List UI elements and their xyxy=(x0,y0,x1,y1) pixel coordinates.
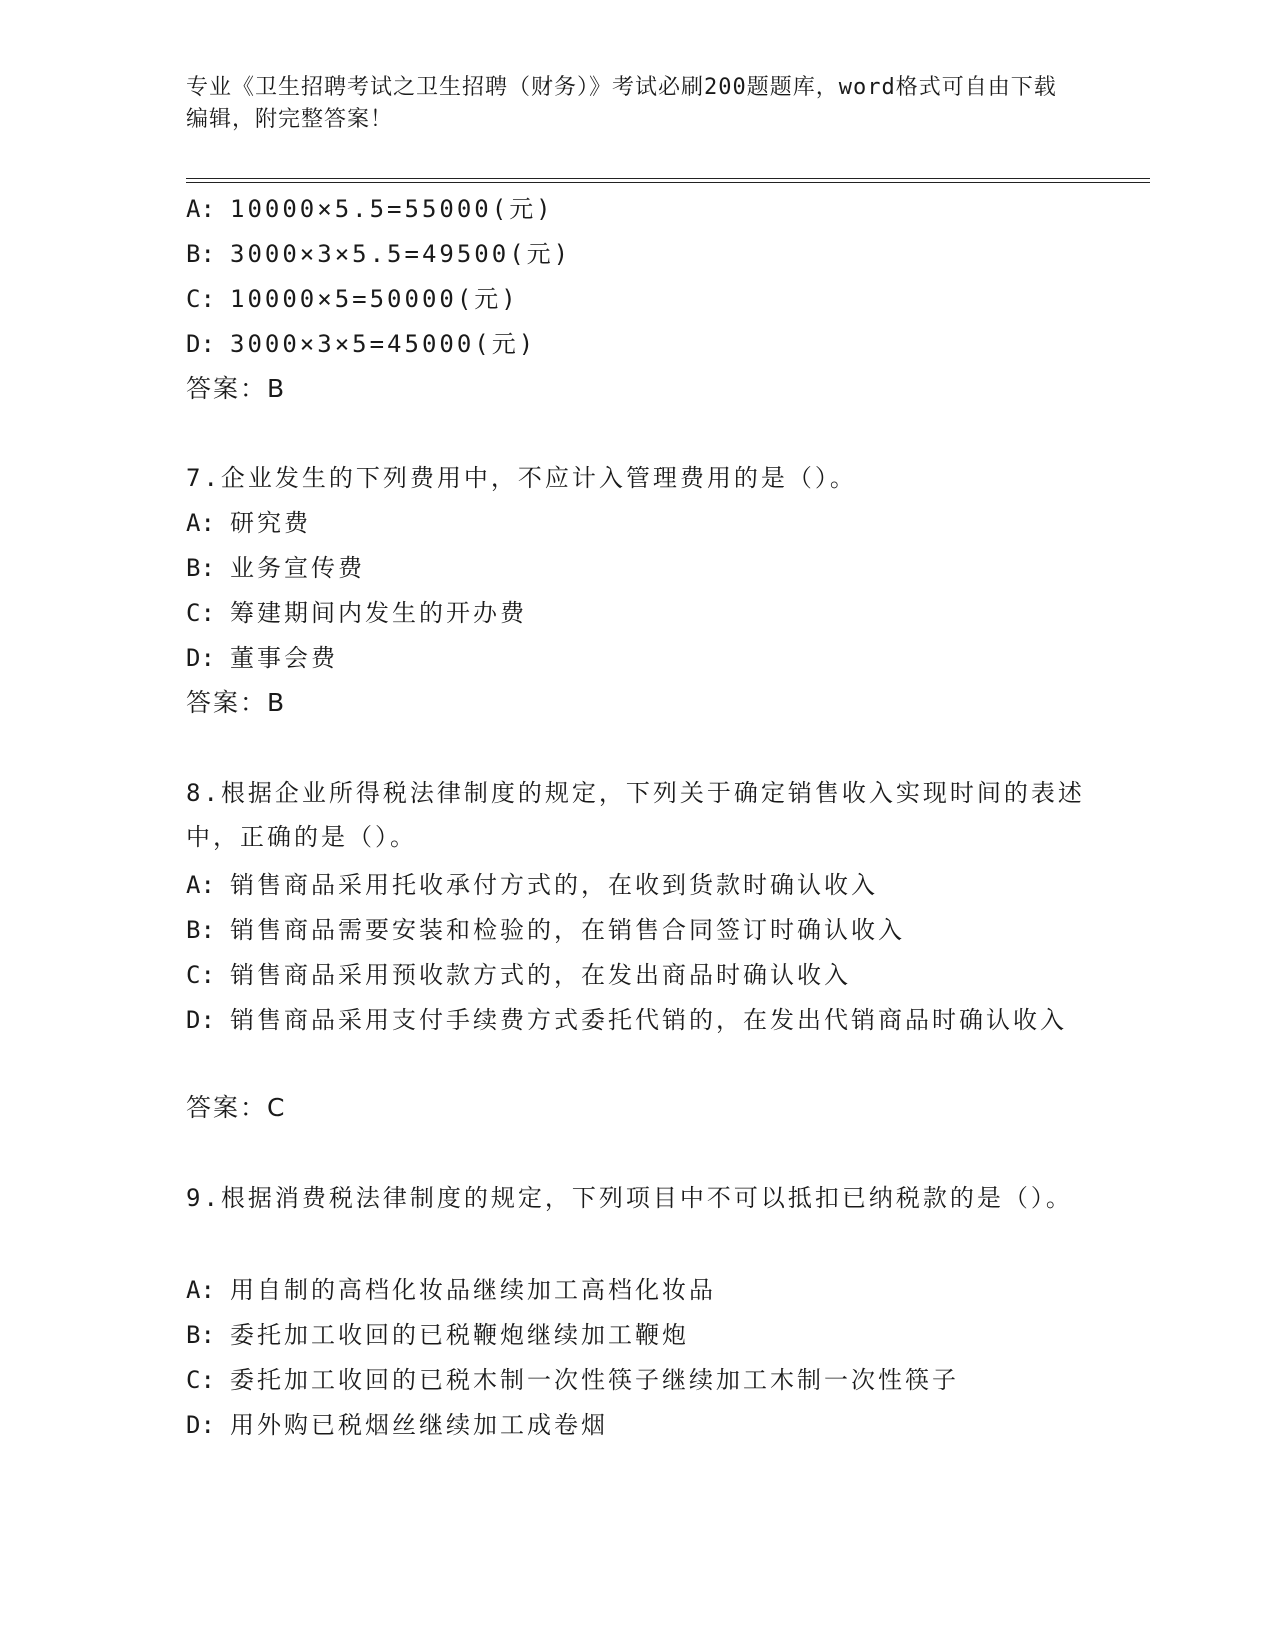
option-text: 董事会费 xyxy=(230,644,338,672)
q8-option-a xyxy=(186,870,878,900)
q8-stem: 8.根据企业所得税法律制度的规定，下列关于确定销售收入实现时间的表述中，正确的是（）。 xyxy=(186,779,1085,851)
option-text: 3000×3×5=45000(元) xyxy=(230,330,537,358)
q8-option-d xyxy=(186,998,1086,1042)
option-label: B: xyxy=(186,916,215,944)
option-label: C: xyxy=(186,961,215,989)
option-text: 销售商品采用支付手续费方式委托代销的，在发出代销商品时确认收入 xyxy=(230,1006,1067,1034)
option-label: D: xyxy=(186,330,215,358)
option-text: 研究费 xyxy=(230,509,311,537)
option-label: C: xyxy=(186,285,215,313)
option-label: C: xyxy=(186,599,215,627)
q6-option-d xyxy=(186,329,536,359)
q7-option-c xyxy=(186,598,527,628)
header-divider-second xyxy=(186,182,1150,183)
option-label: A: xyxy=(186,1276,215,1304)
option-text: 委托加工收回的已税鞭炮继续加工鞭炮 xyxy=(230,1321,689,1349)
q9-option-b xyxy=(186,1320,689,1350)
option-label: B: xyxy=(186,240,215,268)
q9-option-c xyxy=(186,1365,959,1395)
option-label: B: xyxy=(186,1321,215,1349)
option-label: D: xyxy=(186,1006,215,1034)
q8-option-b xyxy=(186,915,905,945)
option-text: 筹建期间内发生的开办费 xyxy=(230,599,527,627)
q7-answer: 答案：B xyxy=(186,688,287,717)
option-label: D: xyxy=(186,1411,215,1439)
option-label: A: xyxy=(186,195,215,223)
option-text: 用外购已税烟丝继续加工成卷烟 xyxy=(230,1411,608,1439)
q9-option-d xyxy=(186,1410,608,1440)
document-header: 专业《卫生招聘考试之卫生招聘（财务）》考试必刷200题题库，word格式可自由下载编辑，附完整答案！ xyxy=(186,75,1057,132)
q8-answer: 答案：C xyxy=(186,1093,287,1122)
option-label: D: xyxy=(186,644,215,672)
q7-option-d xyxy=(186,643,338,673)
option-text: 10000×5=50000(元) xyxy=(230,285,519,313)
q6-answer: 答案：B xyxy=(186,374,287,403)
q7-stem: 7.企业发生的下列费用中，不应计入管理费用的是（）。 xyxy=(186,464,857,492)
option-text: 3000×3×5.5=49500(元) xyxy=(230,240,572,268)
option-label: C: xyxy=(186,1366,215,1394)
q7-option-a xyxy=(186,508,311,538)
option-label: A: xyxy=(186,509,215,537)
q6-option-a xyxy=(186,194,554,224)
q7-option-b xyxy=(186,553,365,583)
option-text: 10000×5.5=55000(元) xyxy=(230,195,554,223)
option-text: 销售商品需要安装和检验的，在销售合同签订时确认收入 xyxy=(230,916,905,944)
option-text: 销售商品采用预收款方式的，在发出商品时确认收入 xyxy=(230,961,851,989)
option-label: A: xyxy=(186,871,215,899)
option-label: B: xyxy=(186,554,215,582)
q8-option-c xyxy=(186,960,851,990)
q9-option-a xyxy=(186,1275,716,1305)
q6-option-b xyxy=(186,239,571,269)
q6-option-c xyxy=(186,284,519,314)
q9-stem: 9.根据消费税法律制度的规定，下列项目中不可以抵扣已纳税款的是（）。 xyxy=(186,1184,1073,1212)
option-text: 销售商品采用托收承付方式的，在收到货款时确认收入 xyxy=(230,871,878,899)
option-text: 业务宣传费 xyxy=(230,554,365,582)
option-text: 委托加工收回的已税木制一次性筷子继续加工木制一次性筷子 xyxy=(230,1366,959,1394)
header-divider xyxy=(186,178,1150,179)
option-text: 用自制的高档化妆品继续加工高档化妆品 xyxy=(230,1276,716,1304)
